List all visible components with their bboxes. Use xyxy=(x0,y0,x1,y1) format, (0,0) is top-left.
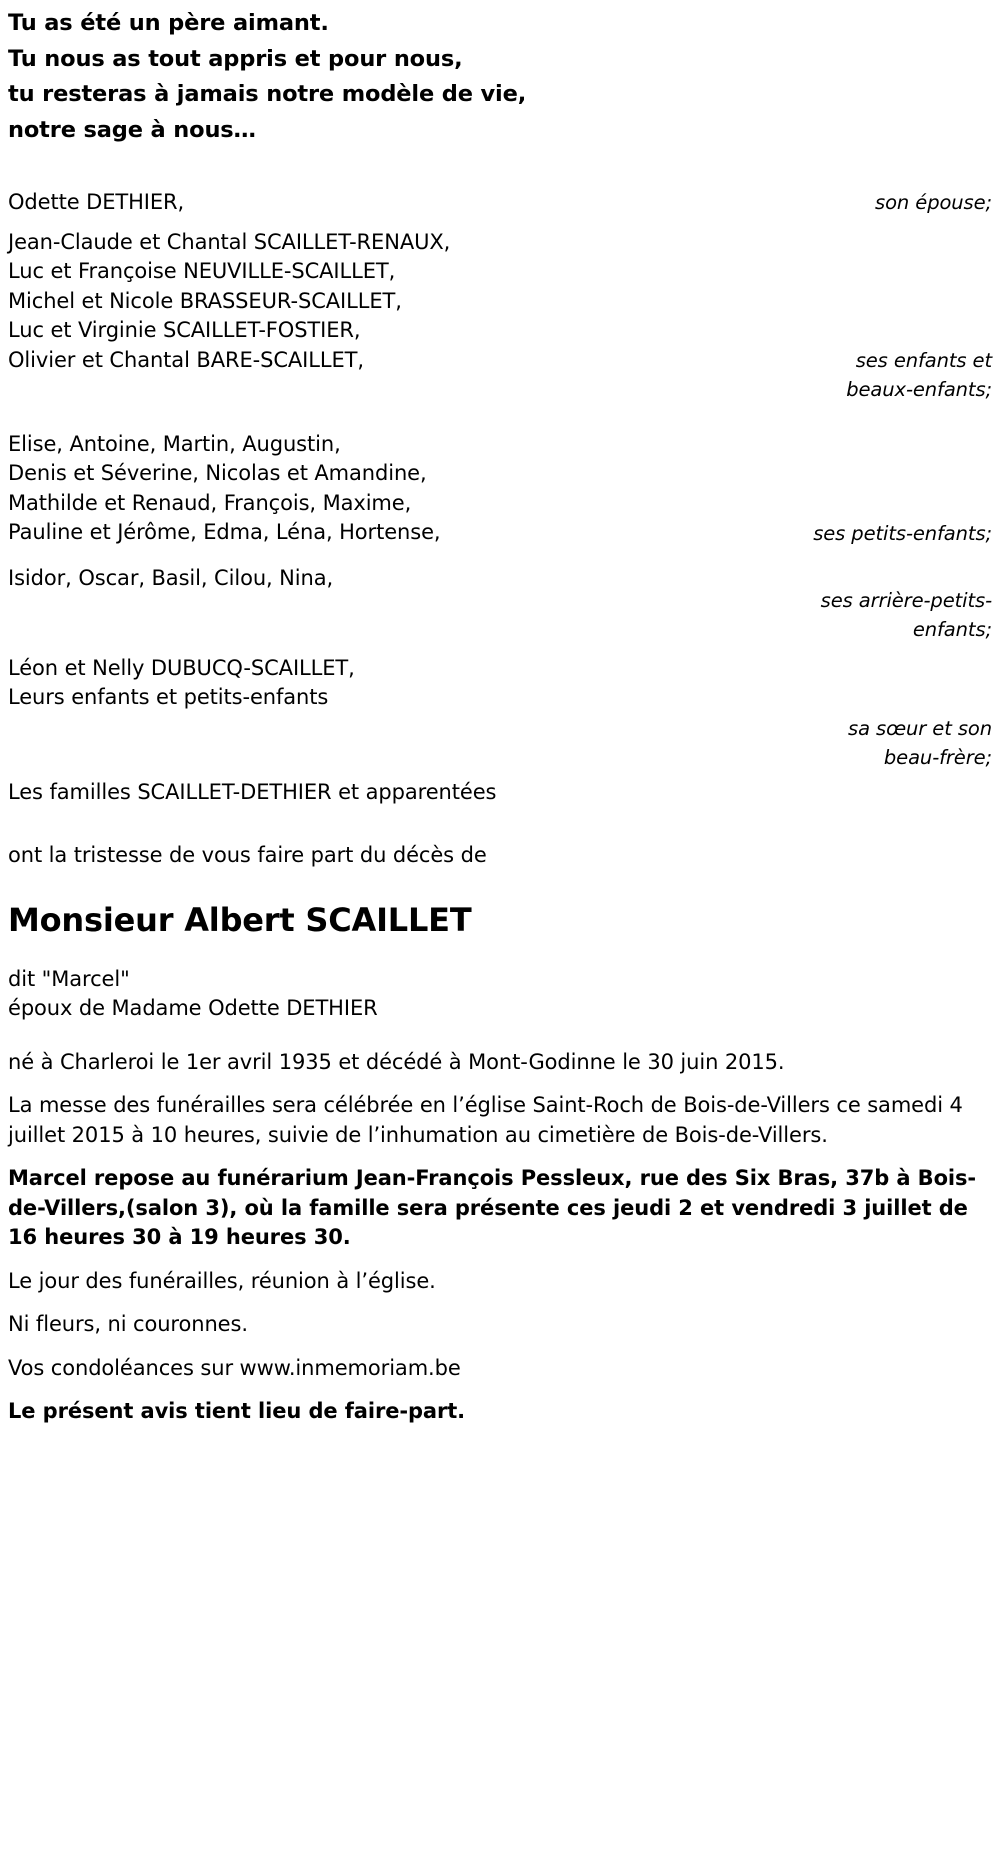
memorial-verse xyxy=(8,6,992,148)
family-group-children xyxy=(8,228,992,404)
great-grandchildren-role-line-1: ses arrière-petits- xyxy=(820,588,992,612)
great-grandchildren-role-line-2: enfants; xyxy=(912,617,992,641)
spouse-names xyxy=(8,188,184,218)
child-name-4: Luc et Virginie SCAILLET-FOSTIER, xyxy=(8,318,361,342)
child-name-3: Michel et Nicole BRASSEUR-SCAILLET, xyxy=(8,288,402,313)
deceased-name-heading: Monsieur Albert SCAILLET xyxy=(8,900,472,939)
children-role-line-2: beaux-enfants; xyxy=(846,377,992,401)
deceased-nickname: dit "Marcel" xyxy=(8,966,130,991)
sister-role-line-1: sa sœur et son xyxy=(848,716,992,740)
great-grandchildren-role-label xyxy=(801,564,992,644)
children-role-line-1: ses enfants et xyxy=(855,348,992,372)
birth-death-line: né à Charleroi le 1er avril 1935 et décédé à Mont-Godinne le 30 juin 2015. xyxy=(8,1049,785,1074)
verse-line-2: Tu nous as tout appris et pour nous, xyxy=(8,45,463,72)
announcement-intro: ont la tristesse de vous faire part du décès de xyxy=(8,843,487,867)
spouse-role-label xyxy=(855,188,992,217)
flowers-line: Ni fleurs, ni couronnes. xyxy=(8,1312,248,1336)
child-name-1: Jean-Claude et Chantal SCAILLET-RENAUX, xyxy=(8,229,451,254)
condolences-line: Vos condoléances sur www.inmemoriam.be xyxy=(8,1355,461,1380)
grandchild-name-3: Mathilde et Renaud, François, Maxime, xyxy=(8,490,412,515)
ceremony-paragraph: La messe des funérailles sera célébrée en l’église Saint-Roch de Bois-de-Villers ce samedi 4 juillet 2015 à 10 heures, suivie de l’inhumation au cimetière de Bois-de-Villers. xyxy=(8,1093,963,1147)
family-group-great-grandchildren xyxy=(8,564,992,644)
sister-role-label xyxy=(828,654,992,772)
family-group-sister xyxy=(8,654,992,772)
grandchildren-role-line-1: ses petits-enfants; xyxy=(813,521,992,545)
great-grandchildren-names xyxy=(8,564,333,594)
gathering-line: Le jour des funérailles, réunion à l’église. xyxy=(8,1268,436,1293)
grandchildren-names xyxy=(8,430,441,548)
child-name-5: Olivier et Chantal BARE-SCAILLET, xyxy=(8,347,364,372)
children-names xyxy=(8,228,450,376)
grandchild-name-4: Pauline et Jérôme, Edma, Léna, Hortense, xyxy=(8,520,441,544)
grandchild-name-2: Denis et Séverine, Nicolas et Amandine, xyxy=(8,461,427,485)
sister-names xyxy=(8,654,355,713)
sister-name-2: Leurs enfants et petits-enfants xyxy=(8,685,329,709)
notice-line: Le présent avis tient lieu de faire-part. xyxy=(8,1399,466,1423)
children-role-label xyxy=(826,228,992,404)
grandchildren-role-label xyxy=(793,430,992,548)
family-group-grandchildren xyxy=(8,430,992,548)
sister-name-1: Léon et Nelly DUBUCQ-SCAILLET, xyxy=(8,655,355,680)
verse-line-1: Tu as été un père aimant. xyxy=(8,10,329,36)
visitation-paragraph: Marcel repose au funérarium Jean-François Pessleux, rue des Six Bras, 37b à Bois-de-Villers,(salon 3), où la famille sera présente ces jeudi 2 et vendredi 3 juillet de 16 heures 30 à 19 heures 30. xyxy=(8,1166,977,1249)
verse-line-3: tu resteras à jamais notre modèle de vie, xyxy=(8,81,527,107)
great-grandchild-name-1: Isidor, Oscar, Basil, Cilou, Nina, xyxy=(8,565,334,590)
related-families-line: Les familles SCAILLET-DETHIER et apparentées xyxy=(8,779,497,804)
spouse-role-line-1: son épouse; xyxy=(875,191,992,214)
family-group-spouse xyxy=(8,188,992,218)
spouse-name-1: Odette DETHIER, xyxy=(8,190,185,214)
grandchild-name-1: Elise, Antoine, Martin, Augustin, xyxy=(8,431,341,456)
child-name-2: Luc et Françoise NEUVILLE-SCAILLET, xyxy=(8,259,396,283)
deceased-spouse-of: époux de Madame Odette DETHIER xyxy=(8,996,378,1020)
sister-role-line-2: beau-frère; xyxy=(883,745,992,769)
verse-line-4: notre sage à nous… xyxy=(8,116,256,143)
